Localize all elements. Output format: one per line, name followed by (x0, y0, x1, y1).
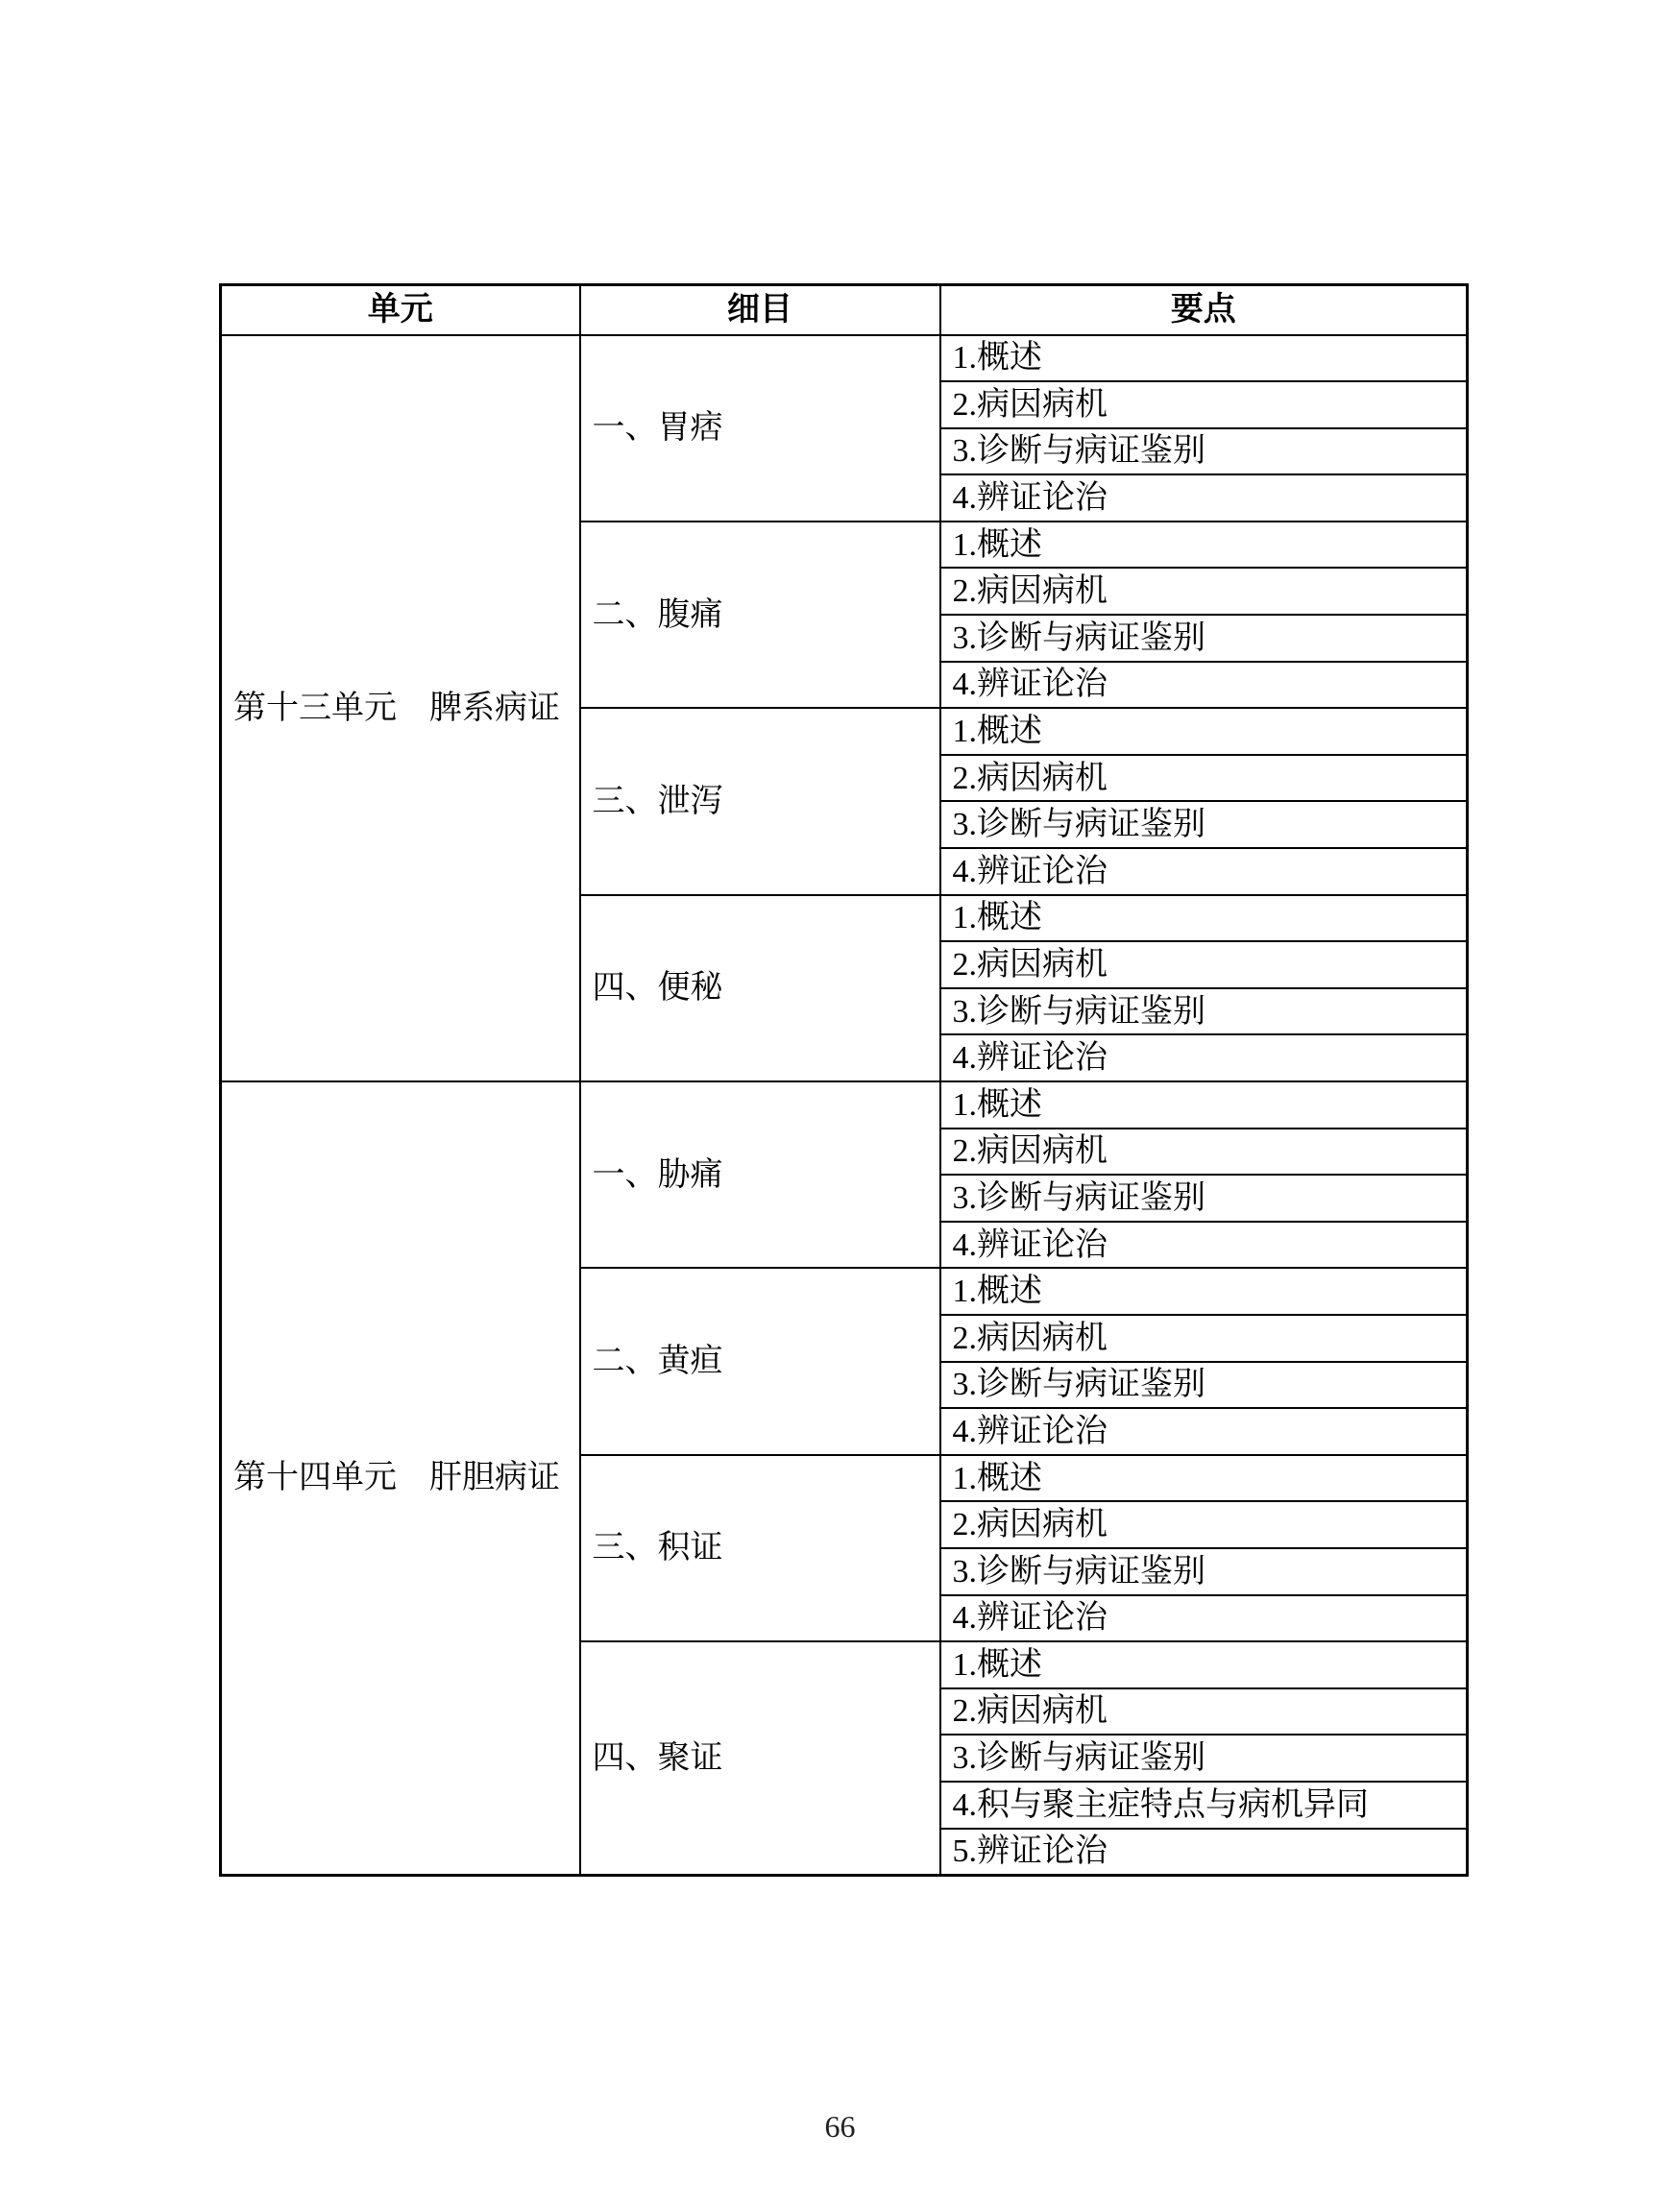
point-cell: 2.病因病机 (940, 1129, 1468, 1176)
point-cell: 2.病因病机 (940, 1315, 1468, 1362)
point-cell: 2.病因病机 (940, 1688, 1468, 1736)
point-cell: 4.辨证论治 (940, 474, 1468, 522)
syllabus-table (219, 283, 1469, 1877)
detail-cell: 二、黄疸 (580, 1268, 940, 1454)
point-cell: 2.病因病机 (940, 568, 1468, 615)
point-cell: 4.辨证论治 (940, 1408, 1468, 1455)
point-cell: 4.辨证论治 (940, 1034, 1468, 1081)
point-cell: 1.概述 (940, 522, 1468, 569)
point-cell: 2.病因病机 (940, 755, 1468, 802)
point-cell: 3.诊断与病证鉴别 (940, 801, 1468, 848)
detail-cell: 四、便秘 (580, 895, 940, 1081)
point-cell: 1.概述 (940, 1268, 1468, 1315)
syllabus-table-container (219, 283, 1469, 1877)
detail-cell: 一、胁痛 (580, 1081, 940, 1268)
detail-cell: 四、聚证 (580, 1641, 940, 1875)
point-cell: 1.概述 (940, 708, 1468, 755)
point-cell: 2.病因病机 (940, 941, 1468, 988)
point-cell: 1.概述 (940, 1641, 1468, 1688)
point-cell: 3.诊断与病证鉴别 (940, 1362, 1468, 1409)
point-cell: 4.辨证论治 (940, 1595, 1468, 1642)
point-cell: 1.概述 (940, 1455, 1468, 1502)
detail-cell: 一、胃痞 (580, 335, 940, 522)
detail-cell: 三、泄泻 (580, 708, 940, 894)
point-cell: 2.病因病机 (940, 1501, 1468, 1548)
point-cell: 4.辨证论治 (940, 662, 1468, 709)
unit-cell: 第十四单元 肝胆病证 (221, 1081, 580, 1875)
point-cell: 3.诊断与病证鉴别 (940, 988, 1468, 1035)
point-cell: 1.概述 (940, 1081, 1468, 1129)
point-cell: 4.辨证论治 (940, 1222, 1468, 1269)
detail-cell: 三、积证 (580, 1455, 940, 1641)
point-cell: 1.概述 (940, 335, 1468, 382)
point-cell: 2.病因病机 (940, 381, 1468, 428)
point-cell: 3.诊断与病证鉴别 (940, 1548, 1468, 1595)
header-unit: 单元 (221, 285, 580, 335)
point-cell: 3.诊断与病证鉴别 (940, 1735, 1468, 1782)
header-detail: 细目 (580, 285, 940, 335)
table-header-row (221, 285, 1468, 335)
table-row (221, 1081, 1468, 1129)
page-number: 66 (824, 2109, 856, 2144)
point-cell: 3.诊断与病证鉴别 (940, 428, 1468, 475)
detail-cell: 二、腹痛 (580, 522, 940, 708)
point-cell: 3.诊断与病证鉴别 (940, 1175, 1468, 1222)
unit-cell: 第十三单元 脾系病证 (221, 335, 580, 1082)
point-cell: 5.辨证论治 (940, 1829, 1468, 1876)
point-cell: 1.概述 (940, 895, 1468, 942)
point-cell: 4.积与聚主症特点与病机异同 (940, 1782, 1468, 1829)
table-row (221, 335, 1468, 382)
header-point: 要点 (940, 285, 1468, 335)
point-cell: 3.诊断与病证鉴别 (940, 615, 1468, 662)
point-cell: 4.辨证论治 (940, 848, 1468, 895)
